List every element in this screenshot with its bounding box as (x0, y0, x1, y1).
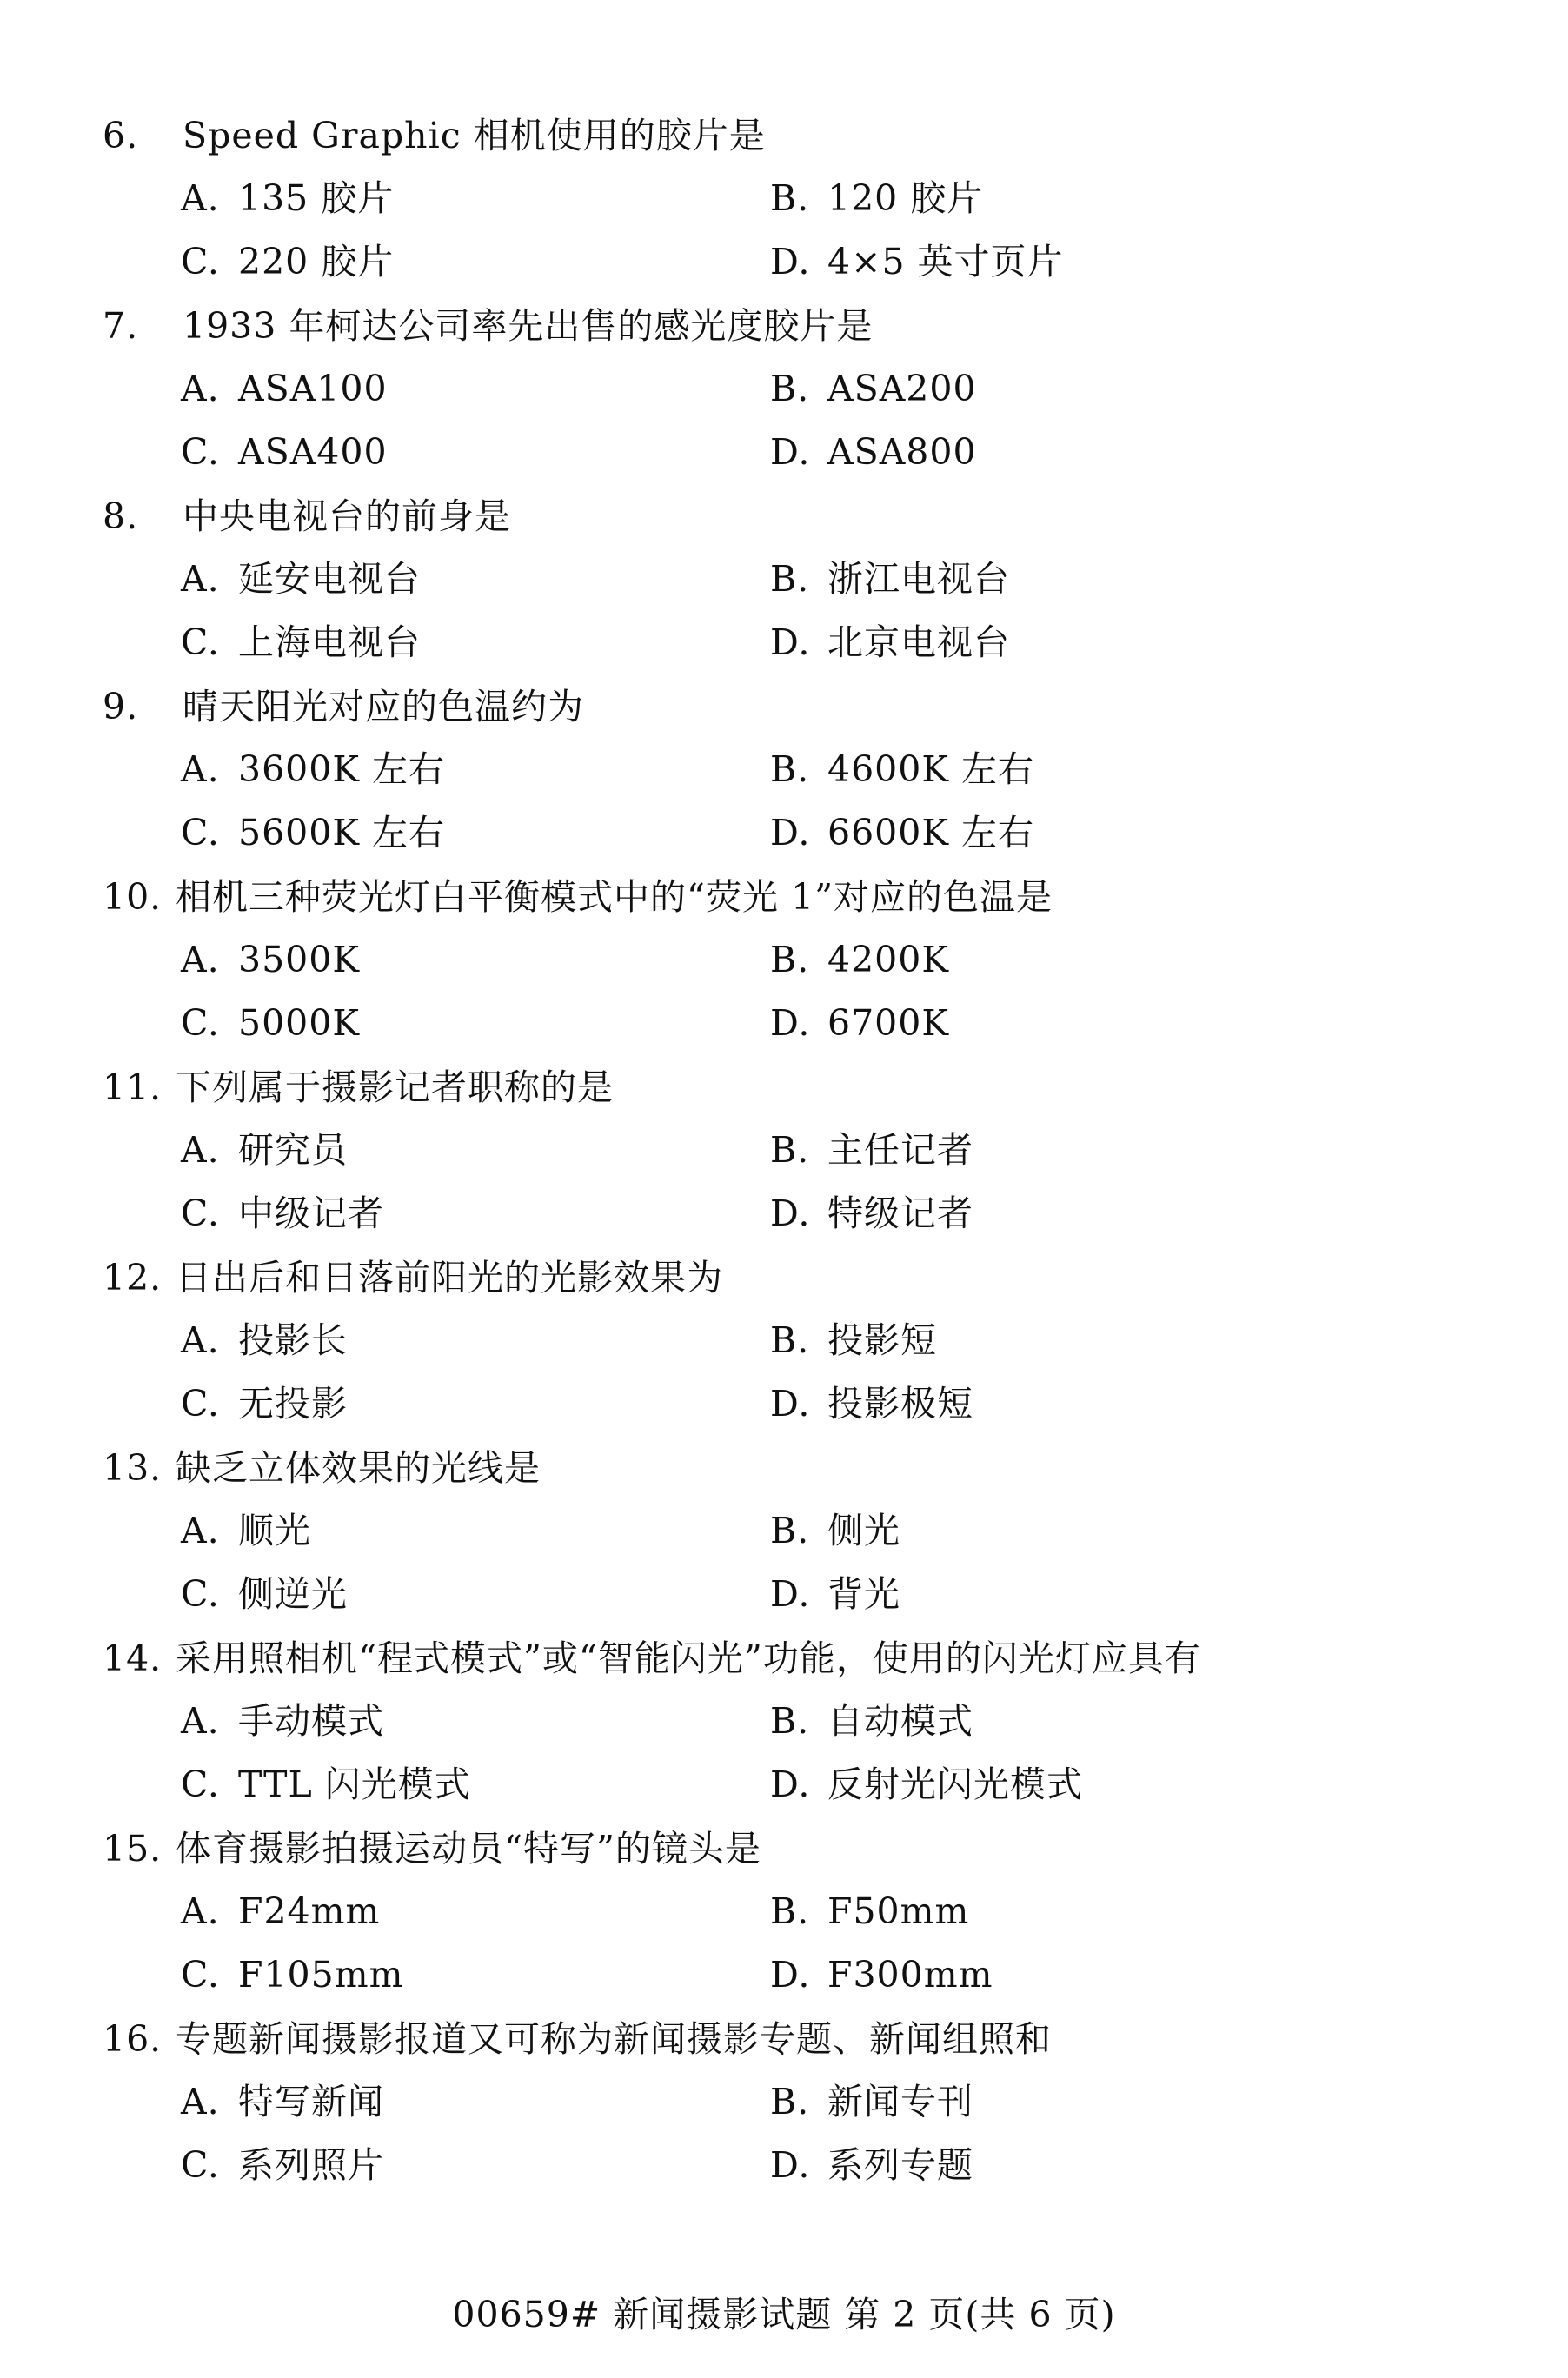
option-text: 特级记者 (827, 1192, 973, 1234)
option-text: 6600K 左右 (827, 812, 1035, 854)
option-text: F24mm (238, 1890, 381, 1932)
question-stem (103, 1253, 723, 1302)
option-b (770, 935, 949, 984)
option-text: 135 胶片 (238, 177, 395, 219)
option-text: 投影短 (827, 1319, 937, 1361)
option-c (181, 808, 445, 857)
option-key: C. (181, 1383, 220, 1425)
option-key: D. (770, 1192, 811, 1234)
option-key: A. (181, 1319, 220, 1361)
option-key: A. (181, 1510, 220, 1551)
question-number: 9. (103, 686, 139, 727)
option-key: C. (181, 2144, 220, 2186)
option-key: C. (181, 1954, 220, 1996)
option-text: 中级记者 (238, 1192, 384, 1234)
option-key: D. (770, 1954, 811, 1996)
option-text: 5600K 左右 (238, 812, 446, 854)
option-key: D. (770, 2144, 811, 2186)
question-text: 缺乏立体效果的光线是 (176, 1447, 541, 1489)
question-text: 下列属于摄影记者职称的是 (176, 1066, 614, 1108)
option-text: 3600K 左右 (238, 748, 446, 790)
question-number: 10. (103, 876, 163, 918)
option-d (770, 2141, 973, 2189)
option-key: B. (770, 1700, 810, 1742)
question-stem (103, 1063, 614, 1112)
question-text: 专题新闻摄影报道又可称为新闻摄影专题、新闻组照和 (176, 2018, 1052, 2060)
question-text: 相机三种荧光灯白平衡模式中的“荧光 1”对应的色温是 (176, 876, 1053, 918)
question-number: 11. (103, 1066, 163, 1108)
option-text: F50mm (827, 1890, 970, 1932)
option-b (770, 1316, 937, 1365)
option-text: 顺光 (238, 1510, 311, 1551)
option-key: A. (181, 1890, 220, 1932)
option-key: B. (770, 1319, 810, 1361)
option-key: D. (770, 1002, 811, 1044)
option-key: A. (181, 2081, 220, 2122)
option-key: A. (181, 1700, 220, 1742)
option-b (770, 745, 1034, 794)
option-key: D. (770, 431, 811, 473)
question-number: 16. (103, 2018, 163, 2060)
option-text: TTL 闪光模式 (238, 1764, 471, 1805)
option-text: 特写新闻 (238, 2081, 384, 2122)
option-text: 投影极短 (827, 1383, 973, 1425)
option-d (770, 999, 949, 1047)
option-key: A. (181, 939, 220, 980)
option-a (181, 935, 360, 984)
option-key: D. (770, 1573, 811, 1615)
option-text: 上海电视台 (238, 621, 421, 663)
option-c (181, 1760, 471, 1809)
option-key: B. (770, 748, 810, 790)
option-text: 自动模式 (827, 1700, 973, 1742)
option-text: 浙江电视台 (827, 558, 1010, 600)
option-text: 120 胶片 (827, 177, 984, 219)
option-text: 投影长 (238, 1319, 348, 1361)
option-key: B. (770, 1890, 810, 1932)
option-a (181, 1126, 348, 1174)
option-key: C. (181, 621, 220, 663)
question-text: 日出后和日落前阳光的光影效果为 (176, 1257, 723, 1299)
option-text: 反射光闪光模式 (827, 1764, 1083, 1805)
option-text: 侧光 (827, 1510, 900, 1551)
question-stem (103, 1444, 541, 1492)
option-c (181, 1189, 384, 1238)
question-stem (103, 1634, 1201, 1683)
option-text: 侧逆光 (238, 1573, 348, 1615)
option-key: C. (181, 431, 220, 473)
question-stem (103, 2015, 1052, 2063)
option-a (181, 364, 388, 413)
question-text: 1933 年柯达公司率先出售的感光度胶片是 (183, 305, 874, 347)
option-a (181, 1506, 311, 1555)
option-key: D. (770, 621, 811, 663)
question-text: Speed Graphic 相机使用的胶片是 (183, 115, 766, 156)
option-key: B. (770, 2081, 810, 2122)
option-text: 无投影 (238, 1383, 348, 1425)
option-c (181, 428, 388, 476)
question-number: 6. (103, 115, 139, 156)
option-text: ASA100 (238, 368, 388, 409)
option-d (770, 808, 1034, 857)
option-c (181, 1379, 348, 1428)
option-c (181, 1570, 348, 1618)
option-key: B. (770, 939, 810, 980)
option-text: 4×5 英寸页片 (827, 241, 1064, 282)
option-text: 4600K 左右 (827, 748, 1035, 790)
option-text: 220 胶片 (238, 241, 395, 282)
option-a (181, 1697, 384, 1745)
option-text: 背光 (827, 1573, 900, 1615)
option-text: 延安电视台 (238, 558, 421, 600)
question-text: 采用照相机“程式模式”或“智能闪光”功能，使用的闪光灯应具有 (176, 1637, 1201, 1679)
option-text: 6700K (827, 1002, 949, 1044)
question-stem (103, 1824, 761, 1873)
option-key: C. (181, 241, 220, 282)
option-c (181, 999, 360, 1047)
question-number: 12. (103, 1257, 163, 1299)
question-stem (103, 492, 511, 541)
option-c (181, 1950, 403, 1999)
option-text: 手动模式 (238, 1700, 384, 1742)
option-text: 4200K (827, 939, 949, 980)
option-b (770, 364, 977, 413)
option-d (770, 1570, 900, 1618)
option-key: B. (770, 368, 810, 409)
option-d (770, 237, 1064, 286)
option-text: 新闻专刊 (827, 2081, 973, 2122)
option-text: F105mm (238, 1954, 404, 1996)
option-text: 主任记者 (827, 1129, 973, 1171)
option-c (181, 618, 421, 667)
option-d (770, 428, 977, 476)
option-d (770, 1950, 993, 1999)
option-text: 北京电视台 (827, 621, 1010, 663)
question-number: 8. (103, 495, 139, 537)
option-text: 系列照片 (238, 2144, 384, 2186)
option-key: C. (181, 812, 220, 854)
option-b (770, 2077, 973, 2126)
option-text: ASA400 (238, 431, 388, 473)
question-number: 7. (103, 305, 139, 347)
option-a (181, 1887, 380, 1936)
option-key: A. (181, 558, 220, 600)
question-stem (103, 111, 766, 160)
option-key: B. (770, 558, 810, 600)
question-text: 晴天阳光对应的色温约为 (183, 686, 584, 727)
question-text: 中央电视台的前身是 (183, 495, 511, 537)
option-key: D. (770, 812, 811, 854)
option-text: 3500K (238, 939, 360, 980)
option-key: A. (181, 1129, 220, 1171)
option-text: ASA800 (827, 431, 977, 473)
option-key: D. (770, 241, 811, 282)
option-b (770, 1697, 973, 1745)
question-stem (103, 682, 584, 731)
option-key: C. (181, 1573, 220, 1615)
option-d (770, 1189, 973, 1238)
question-stem (103, 302, 873, 350)
option-b (770, 1506, 900, 1555)
option-c (181, 237, 394, 286)
option-key: A. (181, 748, 220, 790)
option-a (181, 555, 421, 603)
option-d (770, 1760, 1083, 1809)
option-key: B. (770, 177, 810, 219)
option-key: C. (181, 1002, 220, 1044)
question-text: 体育摄影拍摄运动员“特写”的镜头是 (176, 1828, 761, 1870)
option-key: D. (770, 1383, 811, 1425)
question-number: 15. (103, 1828, 163, 1870)
option-d (770, 618, 1010, 667)
option-text: 5000K (238, 1002, 360, 1044)
option-key: B. (770, 1510, 810, 1551)
option-b (770, 555, 1010, 603)
page-footer: 00659# 新闻摄影试题 第 2 页(共 6 页) (452, 2294, 1116, 2335)
option-a (181, 745, 445, 794)
option-key: B. (770, 1129, 810, 1171)
option-a (181, 2077, 384, 2126)
option-key: C. (181, 1192, 220, 1234)
option-text: 研究员 (238, 1129, 348, 1171)
option-text: 系列专题 (827, 2144, 973, 2186)
option-d (770, 1379, 973, 1428)
option-key: C. (181, 1764, 220, 1805)
option-b (770, 1887, 969, 1936)
option-key: A. (181, 368, 220, 409)
option-key: D. (770, 1764, 811, 1805)
question-number: 13. (103, 1447, 163, 1489)
option-a (181, 1316, 348, 1365)
option-text: ASA200 (827, 368, 977, 409)
option-c (181, 2141, 384, 2189)
option-a (181, 174, 394, 223)
option-b (770, 174, 983, 223)
option-text: F300mm (827, 1954, 993, 1996)
option-b (770, 1126, 973, 1174)
option-key: A. (181, 177, 220, 219)
question-stem (103, 873, 1053, 921)
question-number: 14. (103, 1637, 163, 1679)
